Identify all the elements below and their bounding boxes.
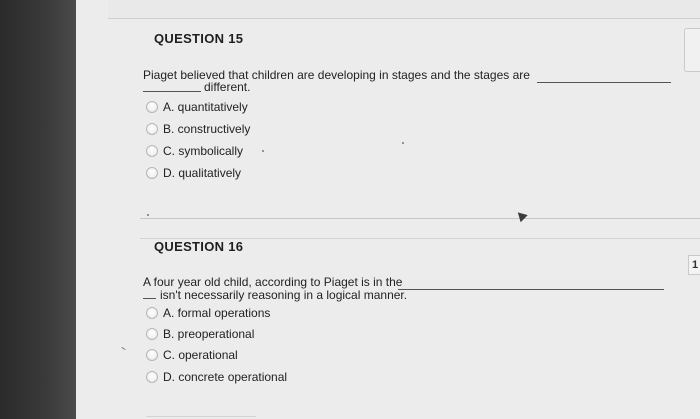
q15-option-c[interactable] <box>146 143 243 159</box>
stray-dot <box>402 142 404 144</box>
q15-radio-c[interactable] <box>146 145 158 157</box>
q15-option-a-label: A. quantitatively <box>163 100 248 114</box>
question-15-text-line1: Piaget believed that children are developing in stages and the stages are <box>143 68 530 82</box>
q16-option-b[interactable] <box>146 326 254 342</box>
q15-option-d[interactable] <box>146 165 241 181</box>
q16-option-c[interactable] <box>146 347 238 363</box>
previous-question-edge <box>108 0 700 19</box>
question-15-title: QUESTION 15 <box>154 31 244 46</box>
q16-radio-c[interactable] <box>146 349 158 361</box>
question-16-blank-inline <box>143 298 156 299</box>
question-16-title: QUESTION 16 <box>154 239 244 254</box>
q16-option-d[interactable] <box>146 369 287 385</box>
points-box-q16-label: 1 <box>692 259 699 271</box>
q16-radio-a[interactable] <box>146 307 158 319</box>
question-separator <box>140 218 700 219</box>
dark-background-edge <box>0 0 76 419</box>
question-16-text-line1: A four year old child, according to Piaget is in the <box>143 275 403 289</box>
points-box-q15 <box>684 28 700 72</box>
question-15-text-line2: different. <box>204 80 251 94</box>
q16-option-c-label: C. operational <box>163 348 238 362</box>
q16-option-b-label: B. preoperational <box>163 327 255 341</box>
q15-option-a[interactable] <box>146 99 248 115</box>
q15-option-d-label: D. qualitatively <box>163 166 242 180</box>
question-16-text-line2: isn't necessarily reasoning in a logical manner. <box>160 288 408 302</box>
q15-option-b-label: B. constructively <box>163 122 251 136</box>
q15-radio-a[interactable] <box>146 101 158 113</box>
next-question-edge <box>146 416 256 417</box>
points-box-q16 <box>688 255 700 275</box>
q16-option-a[interactable] <box>146 305 270 321</box>
q16-option-a-label: A. formal operations <box>163 306 271 320</box>
q15-radio-b[interactable] <box>146 123 158 135</box>
stray-dot <box>147 214 149 216</box>
question-15-blank-line <box>537 82 671 83</box>
q16-radio-b[interactable] <box>146 328 158 340</box>
stray-dot <box>262 150 264 152</box>
q16-option-d-label: D. concrete operational <box>163 370 288 384</box>
question-15-blank-inline <box>143 91 201 92</box>
q15-option-b[interactable] <box>146 121 250 137</box>
q16-radio-d[interactable] <box>146 371 158 383</box>
q15-option-c-label: C. symbolically <box>163 144 244 158</box>
q15-radio-d[interactable] <box>146 167 158 179</box>
question-16-blank-line <box>398 289 664 290</box>
